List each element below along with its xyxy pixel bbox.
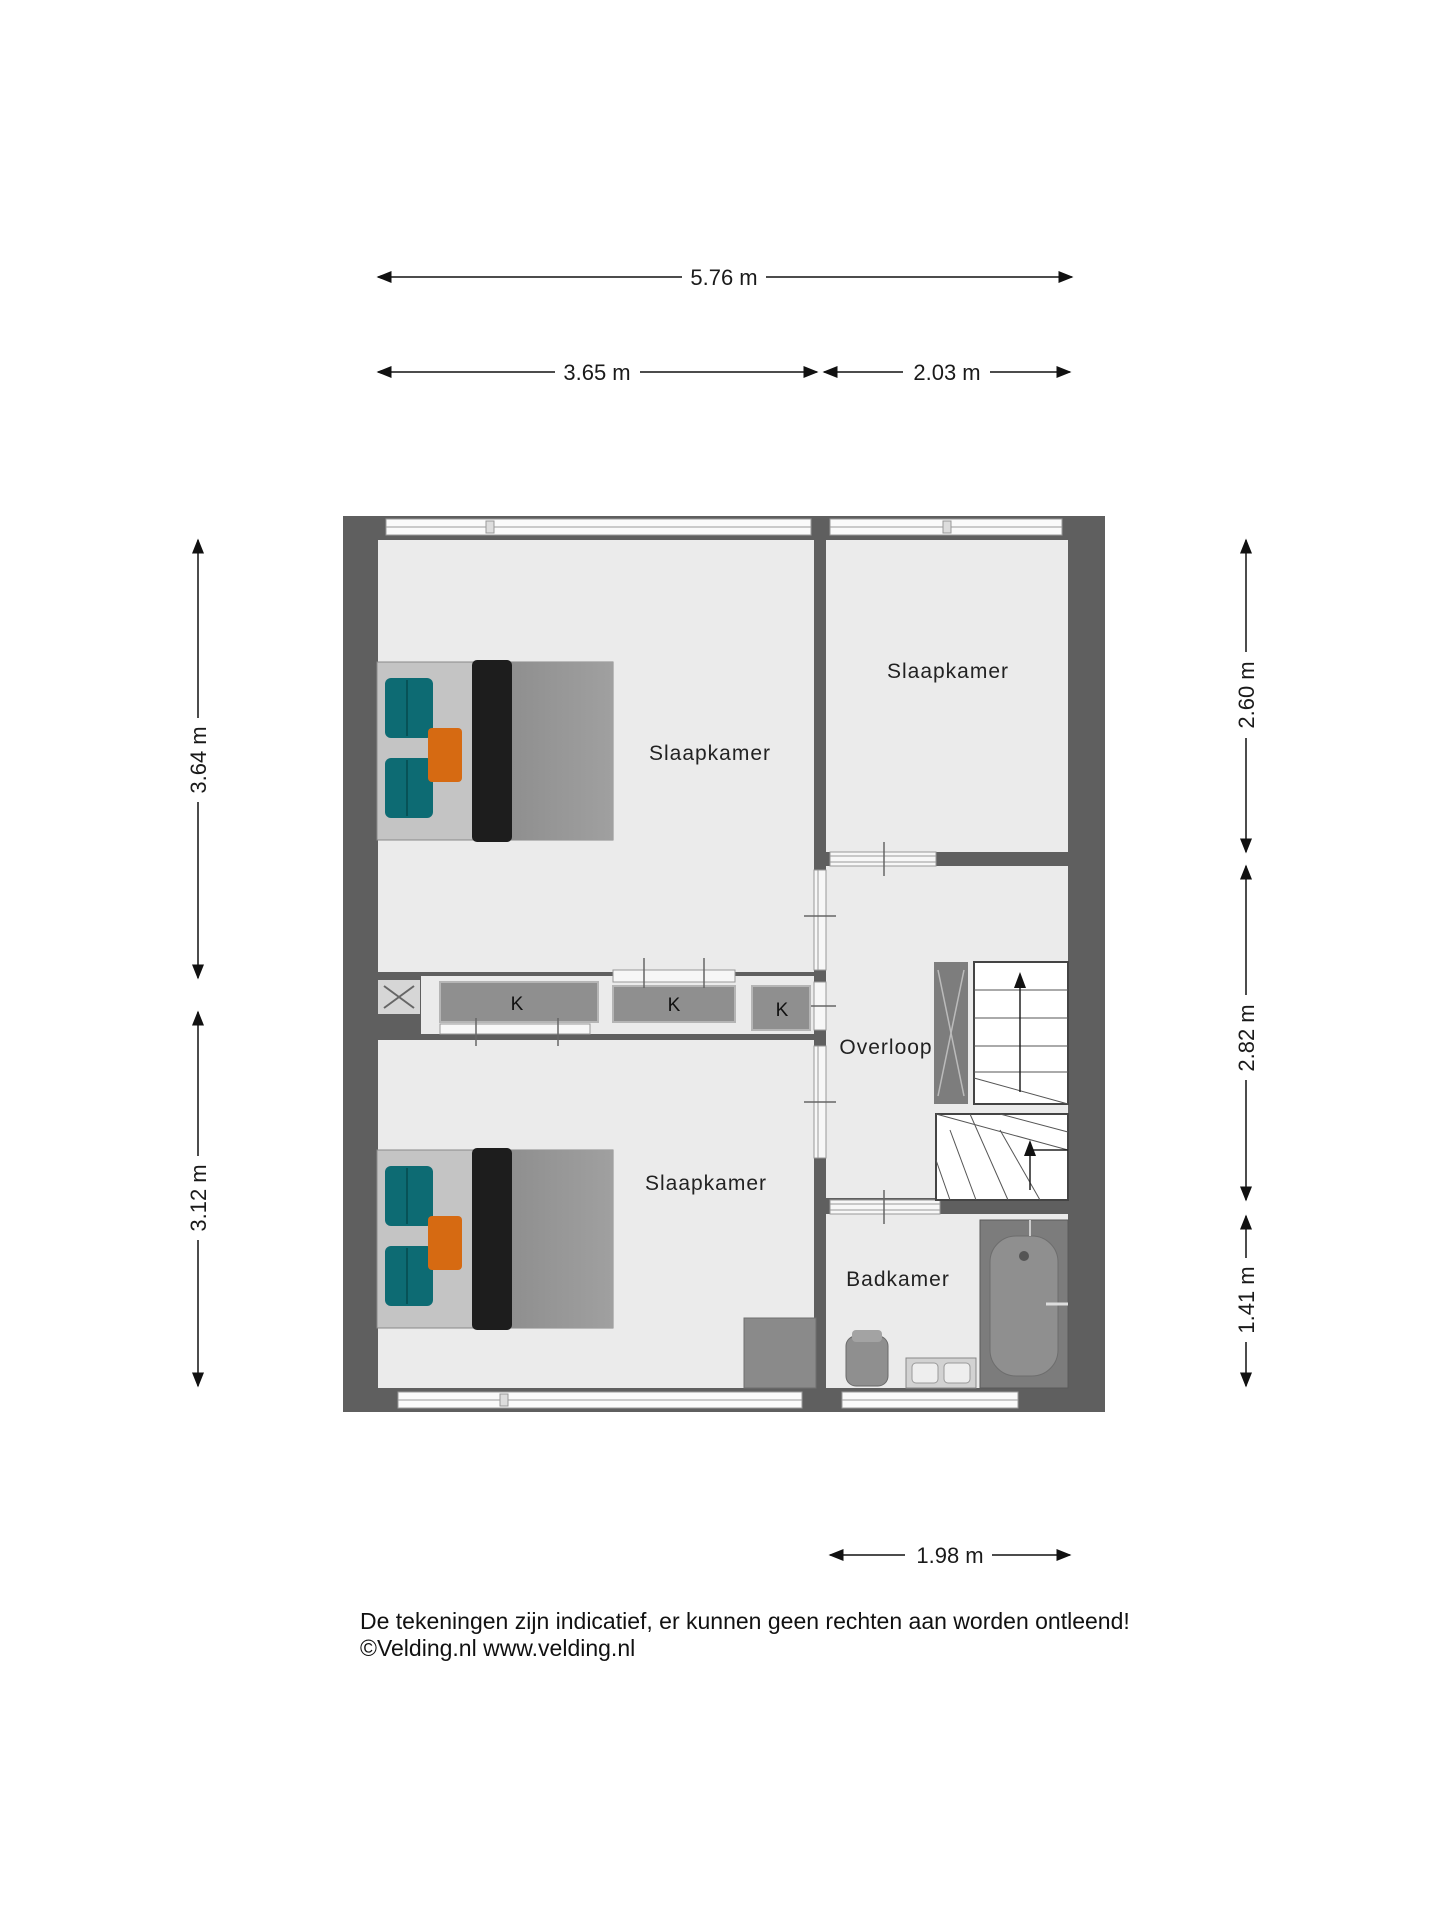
room-label-bedroom-top-right: Slaapkamer bbox=[886, 660, 1010, 683]
window-top-left bbox=[386, 519, 811, 535]
closet-label-k3: K bbox=[775, 1000, 789, 1021]
room-label-bedroom-bottom-left: Slaapkamer bbox=[644, 1172, 768, 1195]
dimension-label-right-upper: 2.60 m bbox=[1234, 661, 1259, 729]
closet-label-k2: K bbox=[667, 995, 681, 1016]
sink bbox=[906, 1358, 976, 1388]
window-bottom-right bbox=[842, 1392, 1018, 1408]
bed-top-left bbox=[377, 660, 613, 842]
accent-pillow bbox=[428, 1216, 462, 1270]
dimension-label-left-lower: 3.12 m bbox=[186, 1164, 211, 1232]
shaft-cross bbox=[378, 980, 420, 1014]
window-bottom-left bbox=[398, 1392, 802, 1408]
dimension-label-top-right: 2.03 m bbox=[913, 360, 981, 385]
bed-bottom-left bbox=[377, 1148, 613, 1330]
pillow bbox=[385, 1166, 433, 1226]
dimension-bottom bbox=[830, 1543, 1070, 1568]
dimension-label-right-lower: 1.41 m bbox=[1234, 1266, 1259, 1334]
dimension-label-top-total: 5.76 m bbox=[690, 265, 758, 290]
room-label-landing: Overloop bbox=[839, 1036, 933, 1059]
dimension-label-bottom: 1.98 m bbox=[916, 1543, 984, 1568]
toilet bbox=[846, 1330, 888, 1386]
dimension-left-lower bbox=[186, 1012, 211, 1386]
disclaimer-text: De tekeningen zijn indicatief, er kunnen geen rechten aan worden ontleend! bbox=[360, 1608, 1130, 1634]
disclaimer bbox=[360, 1608, 1130, 1662]
room-label-bedroom-top-left: Slaapkamer bbox=[648, 742, 772, 765]
room-label-bathroom: Badkamer bbox=[846, 1268, 950, 1291]
staircase bbox=[934, 962, 1068, 1200]
dimension-top-left bbox=[378, 360, 817, 385]
pillow bbox=[385, 758, 433, 818]
cabinet bbox=[744, 1318, 816, 1388]
dimension-right-lower bbox=[1234, 1216, 1259, 1386]
pillow bbox=[385, 1246, 433, 1306]
dimension-top-right bbox=[824, 360, 1070, 385]
bathtub bbox=[980, 1220, 1068, 1388]
dimension-label-right-middle: 2.82 m bbox=[1234, 1004, 1259, 1072]
dimension-top-total bbox=[378, 265, 1072, 290]
dimension-label-top-left: 3.65 m bbox=[563, 360, 631, 385]
pillow bbox=[385, 678, 433, 738]
accent-pillow bbox=[428, 728, 462, 782]
window-top-right bbox=[830, 519, 1062, 535]
floor-bedroom-top-right bbox=[826, 540, 1068, 852]
dimension-label-left-upper: 3.64 m bbox=[186, 726, 211, 794]
dimension-right-upper bbox=[1234, 540, 1259, 852]
dimension-left-upper bbox=[186, 540, 211, 978]
copyright-text: ©Velding.nl www.velding.nl bbox=[360, 1635, 636, 1661]
dimension-right-middle bbox=[1234, 866, 1259, 1200]
closet-k3 bbox=[752, 986, 810, 1030]
closet-label-k1: K bbox=[510, 994, 524, 1015]
